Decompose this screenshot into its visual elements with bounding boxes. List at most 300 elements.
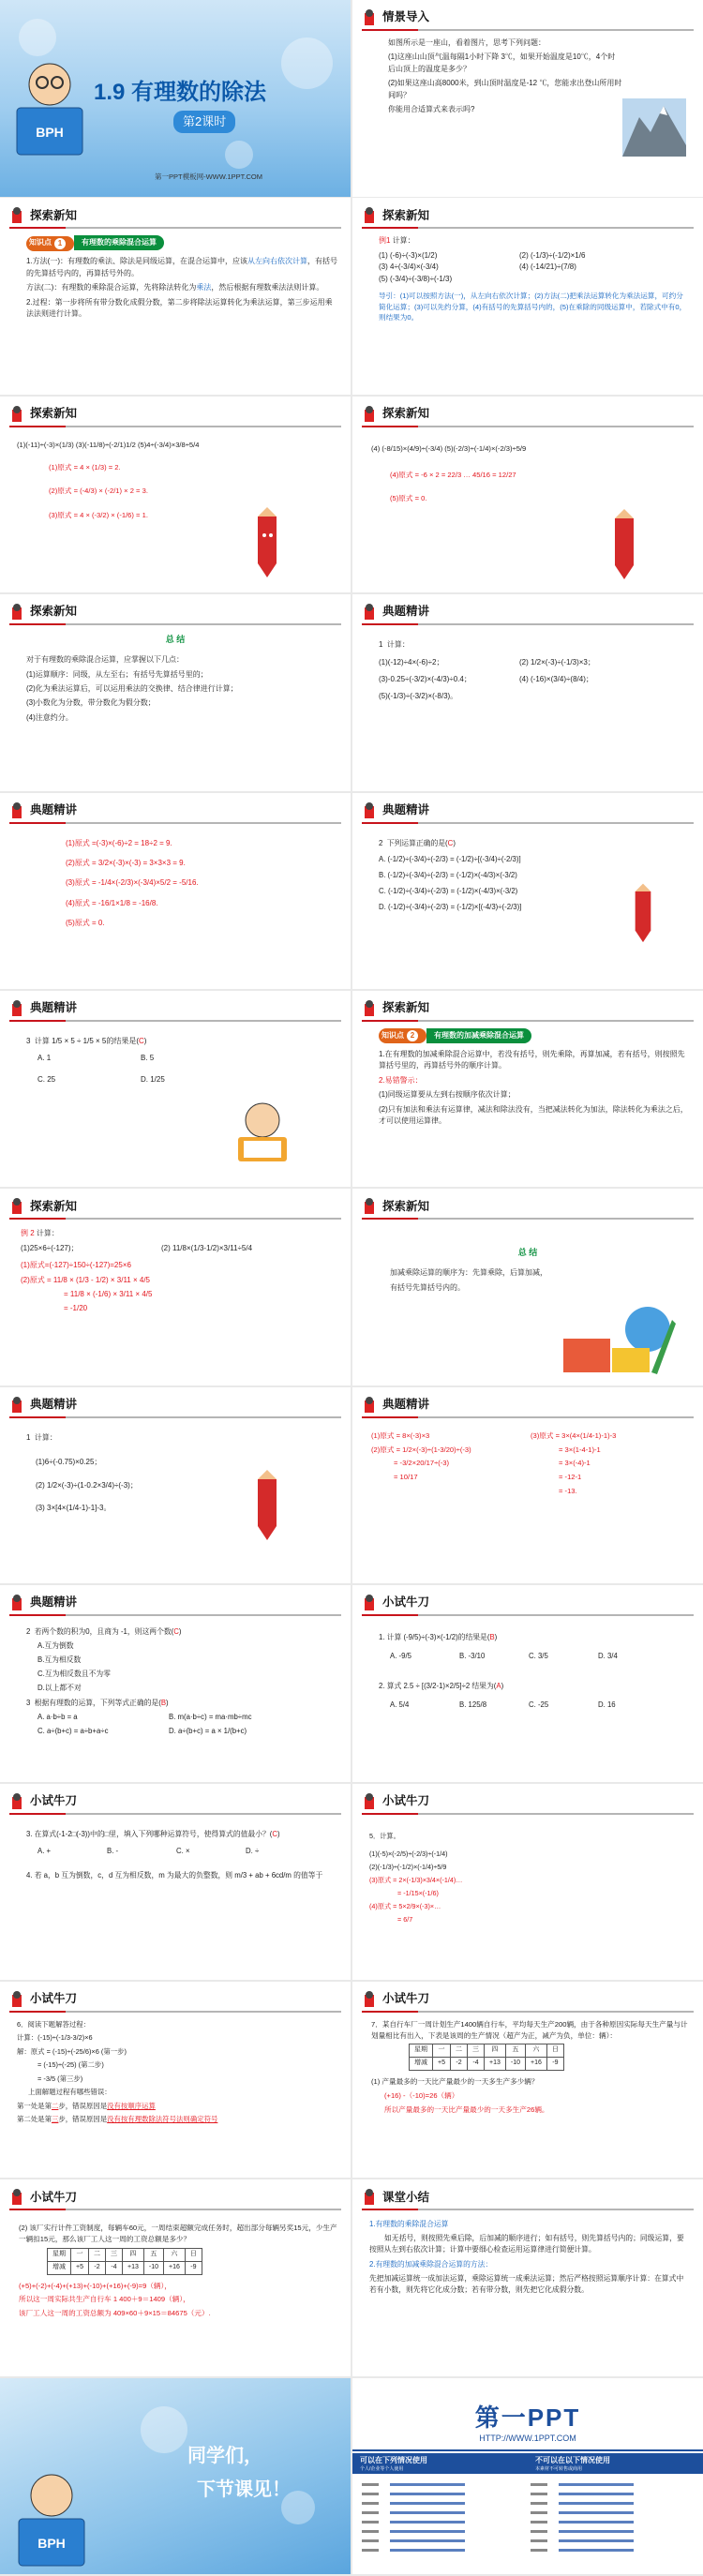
- mascot-icon: [362, 406, 377, 423]
- table-cell: -10: [505, 2058, 525, 2071]
- task-label: 计算。: [380, 1831, 400, 1840]
- slide-title: 典题精讲: [30, 1398, 78, 1412]
- answer-3: (3)原式 = 4 × (-3/2) × (-1/6) = 1.: [49, 511, 148, 520]
- slide-title: 小试牛刀: [382, 1793, 430, 1807]
- method2-text: 方法(二)：有理数的乘除混合运算，先将除法转化为: [26, 283, 197, 292]
- mascot-icon: [9, 1595, 24, 1611]
- cover-subtitle: 第2课时: [173, 111, 235, 133]
- option-a: A. (-1/2)÷(-3/4)÷(-2/3) = (-1/2)÷[(-3/4)÷(-2/3)]: [379, 854, 521, 863]
- point-num: 1: [54, 238, 66, 249]
- mascot-icon: [9, 604, 24, 621]
- mascot-icon: [9, 207, 24, 224]
- option-a: A. 5/4: [390, 1700, 410, 1710]
- slide-practice-2: 小试牛刀 3. 在算式(-1-2□(-3))中的□里，填入下列哪种运算符号，使得算式的值最小？(C) A. + B. - C. × D. ÷ 4. 若 a，b 互为倒数，c，d 互为相反数，m 为最大的负整数，则 m/3 + ab + 6cd/m 的值等于: [0, 1784, 351, 1981]
- option-b: B. m(a·b÷c) = ma·mb÷mc: [169, 1712, 252, 1721]
- slide-practice-4: [0, 1982, 351, 2179]
- bubble-decor: [19, 19, 56, 56]
- production-table: [47, 2248, 202, 2275]
- usage-allowed-sub: 个人/企业等个人使用: [360, 2466, 404, 2473]
- expr-1: (1)25×6÷(-127)；: [21, 1243, 79, 1252]
- option-a: A. a·b÷b = a: [37, 1712, 78, 1721]
- q-number: 5: [369, 1831, 373, 1840]
- answer-step-3: 该厂工人这一周的工资总额为 409×60＋9×15＝84675（元）.: [19, 2309, 211, 2318]
- table-cell: -9: [546, 2058, 563, 2071]
- question-3: 你能用合适算式来表示吗?: [388, 104, 475, 113]
- problem-intro: 6．阅读下题解答过程：: [17, 2019, 91, 2029]
- slide-exercise-5: [0, 1585, 351, 1782]
- expr-3: (3) 4÷(-3/4)×(-3/4): [379, 262, 439, 272]
- answer-5: (5)原式 = 0.: [66, 919, 105, 928]
- question-text: 在算式(-1-2□(-3))中的□里，填入下列哪种运算符号，使得算式的值最小？(: [34, 1829, 273, 1838]
- answer-line-3: (4)原式 = 5×2/9×(-3)×…: [369, 1902, 441, 1911]
- slide-class-summary: [352, 2179, 703, 2376]
- table-cell: 一: [71, 2248, 89, 2261]
- slide-title: 典题精讲: [382, 605, 430, 619]
- error-1-step: 二: [51, 2101, 59, 2110]
- logo-text: 第一PPT: [474, 2403, 581, 2432]
- summary-point-4: (4)注意约分。: [26, 712, 73, 722]
- option-b: B. 5: [141, 1054, 155, 1063]
- error-question: 上面解题过程有哪些错误：: [28, 2088, 112, 2097]
- bubble-decor: [225, 141, 253, 169]
- cover-badge: BPH: [36, 125, 64, 140]
- table-cell: 六: [163, 2248, 185, 2261]
- ending-line-1: 同学们，: [187, 2445, 262, 2466]
- q-number: 3: [26, 1036, 31, 1045]
- slide-title: 小试牛刀: [382, 1595, 430, 1610]
- answer-letter: C: [139, 1036, 144, 1045]
- slide-explore-1: [0, 198, 351, 395]
- option-d: D.以上都不对: [37, 1684, 82, 1693]
- usage-allowed-header: [352, 2453, 528, 2474]
- option-d: D. ÷: [246, 1846, 260, 1855]
- table-cell: -9: [185, 2261, 202, 2274]
- expr-5: (5) (-3/4)÷(-3/8)÷(-1/3): [379, 274, 453, 283]
- slide-title: 探索新知: [30, 208, 78, 222]
- summary-point-3: (3)小数化为分数，带分数化为假分数；: [26, 698, 156, 708]
- slide-practice-5: [352, 1982, 703, 2179]
- option-d: D. 16: [598, 1700, 616, 1710]
- slide-title: 情景导入: [382, 10, 430, 24]
- table-row: [48, 2261, 202, 2274]
- usage-forbidden-header: [528, 2453, 703, 2474]
- slide-ad: [352, 2378, 703, 2575]
- table-cell: +16: [163, 2261, 185, 2274]
- reading-boy-icon: [9, 2467, 94, 2570]
- q-number: 2: [379, 838, 383, 847]
- error-2-step: 三: [51, 2115, 59, 2124]
- answer-2-step-2: = -3/2×20/17÷(-3): [394, 1459, 450, 1468]
- summary-heading-2: 2.有理数的加减乘除混合运算的方法：: [369, 2259, 493, 2269]
- expr-3: (3)-0.25÷(-3/2)×(-4/3)÷0.4；: [379, 674, 471, 683]
- point-label: 知识点: [29, 238, 52, 247]
- option-d: D. 1/25: [141, 1074, 165, 1084]
- intro-text: 如图所示是一座山，看着图片，思考下列问题：: [388, 38, 546, 47]
- mascot-icon: [9, 2189, 24, 2206]
- question-text: 算式 2.5 ÷ [(3/2-1)×2/5]÷2 结果为(: [386, 1682, 497, 1691]
- answer-2-step-2: = 11/8 × (-1/6) × 3/11 × 4/5: [64, 1289, 153, 1298]
- table-cell: 四: [484, 2044, 505, 2058]
- error-2-reason: 没有按有理数除法符号法则确定符号: [107, 2115, 218, 2124]
- answer-3-step-5: = -13.: [559, 1486, 577, 1495]
- mascot-icon: [9, 1991, 24, 2008]
- paren-close: ): [277, 1829, 280, 1838]
- option-a: A. 1: [37, 1054, 52, 1063]
- point-label: 知识点: [381, 1030, 404, 1040]
- slide-title: 探索新知: [30, 407, 78, 421]
- method2-highlight: 乘法: [196, 283, 212, 292]
- answer-3: (3)原式 = -1/4×(-2/3)×(-3/4)×5/2 = -5/16.: [66, 878, 199, 888]
- slide-exercise-1-answers: [0, 793, 351, 990]
- link-list-placeholder: [362, 2479, 694, 2569]
- slide-title: 典题精讲: [30, 1001, 78, 1015]
- answer-line-2: = -1/15×(-1/6): [397, 1889, 439, 1898]
- answer-letter: B: [160, 1698, 167, 1707]
- table-cell: 六: [525, 2044, 546, 2058]
- error-1-mid: 步，错误原因是: [58, 2101, 108, 2110]
- question-1: (1)这座山山顶气温每隔1小时下降 3℃，如果开始温度是10℃，4个时后山顶上的温度是多少？: [388, 52, 616, 73]
- expr-line: (4) (-8/15)×(4/9)÷(-3/4) (5)(-2/3)÷(-1/4)×(-2/3)÷5/9: [371, 443, 527, 453]
- example-label: 例 2: [21, 1229, 35, 1238]
- slide-practice-6: [0, 2179, 351, 2376]
- expr-1: (1)(-5)×(-2/5)÷(-2/3)÷(-1/4): [369, 1849, 448, 1858]
- slide-title: 小试牛刀: [30, 1793, 78, 1807]
- task-label: 计算：: [392, 236, 415, 246]
- mascot-icon: [9, 1000, 24, 1017]
- mascot-icon: [362, 604, 377, 621]
- task-label: 计算：: [36, 1229, 59, 1238]
- warning-1: (1)同级运算要从左到右按顺序依次计算；: [379, 1090, 516, 1100]
- pencil-mascot-icon: [239, 1470, 295, 1545]
- answer-2-step-1: (2)原式 = 11/8 × (1/3 - 1/2) × 3/11 × 4/5: [21, 1275, 150, 1284]
- table-cell: +13: [484, 2058, 505, 2071]
- summary-point-1: (1)运算顺序：同级，从左至右；有括号先算括号里的；: [26, 669, 208, 679]
- paren-close: ): [501, 1682, 504, 1691]
- mascot-icon: [362, 1198, 377, 1215]
- option-b: B.互为相反数: [37, 1655, 82, 1665]
- expr-2: (2) 1/2×(-3)÷(-1/3)×3；: [519, 657, 595, 666]
- slide-solution-2: [352, 397, 703, 593]
- cover-footer: 第一PPT模板网-WWW.1PPT.COM: [155, 172, 262, 181]
- answer-1: (1)原式 = 4 × (1/3) = 2.: [49, 462, 121, 472]
- problem-expr: 计算：(-15)÷(-1/3-3/2)×6: [17, 2033, 93, 2043]
- table-cell: +5: [433, 2058, 451, 2071]
- question-2: (2) 该厂实行计件工资制度，每辆车60元，一周结束超额完成任务时，超出部分每辆另奖15元，少生产一辆扣15元，那么该厂工人这一周的工资总额是多少？: [19, 2224, 337, 2244]
- question-text: 计算 1/5 × 5 ÷ 1/5 × 5的结果是(: [34, 1036, 140, 1045]
- process-text: 2.过程：第一步将所有带分数化成假分数，第二步将除法运算转化为乘法运算，第三步运用乘法法则进行计算。: [26, 297, 333, 318]
- expr-2: (2) 1/2×(-3)÷(1-0.2×3/4)÷(-3)；: [36, 1480, 138, 1490]
- answer-3-step-2: = 3×(1-4-1)-1: [559, 1445, 601, 1454]
- mascot-icon: [9, 802, 24, 819]
- school-supplies-icon: [554, 1301, 676, 1376]
- slide-explore-2: [352, 991, 703, 1188]
- table-cell: 星期: [48, 2248, 71, 2261]
- option-d: D. 3/4: [598, 1652, 618, 1661]
- table-cell: 二: [88, 2248, 105, 2261]
- mascot-icon: [9, 1198, 24, 1215]
- slide-cover: [0, 0, 351, 197]
- answer-1: (1)原式 = 8×(-3)×3: [371, 1430, 430, 1440]
- usage-forbidden-title: 不可以在以下情况使用: [535, 2455, 610, 2464]
- example-label: 例1: [379, 236, 391, 246]
- q-number: 2: [379, 1682, 383, 1691]
- mascot-icon: [9, 1793, 24, 1810]
- expr-2: (2) 11/8×(1/3-1/2)×3/11÷5/4: [161, 1243, 253, 1252]
- option-c: C.互为相反数且不为零: [37, 1670, 111, 1679]
- paren-close: ): [453, 838, 456, 847]
- error-1-reason: 没有按顺序运算: [107, 2101, 156, 2110]
- solution-step-3: = -3/5 (第三步): [37, 2074, 83, 2083]
- slide-title: 探索新知: [30, 605, 78, 619]
- slide-title: 课堂小结: [382, 2190, 430, 2204]
- bubble-decor: [281, 37, 333, 89]
- question-2: (2)如果这座山高8000米，到山顶时温度是-12 ℃，您能求出登山所用时间吗？: [388, 79, 622, 99]
- q-number: 4: [26, 1870, 31, 1880]
- summary-heading-1: 1.有理数的乘除混合运算: [369, 2220, 449, 2229]
- answer-2-step-3: = 10/17: [394, 1473, 418, 1482]
- slide-exercise-4: [0, 1387, 351, 1584]
- question-text: 计算 (-9/5)÷(-3)×(-1/2)的结果是(: [386, 1633, 490, 1642]
- reading-boy-icon: [7, 56, 92, 169]
- table-cell: 五: [143, 2248, 163, 2261]
- question-1: (1) 产量最多的一天比产量最少的一天多生产多少辆？: [371, 2077, 539, 2087]
- answer-step-2: 所以这一周实际共生产自行车 1 400＋9＝1409（辆），: [19, 2295, 190, 2304]
- table-cell: 三: [467, 2044, 484, 2058]
- expr-2: (2) (-1/3)÷(-1/2)×1/6: [519, 250, 586, 260]
- pencil-mascot-icon: [620, 882, 666, 948]
- expr-1: (1)(-12)÷4×(-6)÷2；: [379, 657, 444, 666]
- slide-title: 探索新知: [382, 1001, 430, 1015]
- answer-2-step-3: = -1/20: [64, 1304, 88, 1313]
- expr-5: (5)(-1/3)÷(-3/2)×(-8/3)。: [379, 692, 458, 701]
- mascot-icon: [362, 1991, 377, 2008]
- paren-close: ): [178, 1627, 182, 1637]
- table-cell: 四: [122, 2248, 143, 2261]
- answer-letter: C: [272, 1829, 278, 1838]
- expr-2: (2)(-1/3)÷(-1/2)×(-1/4)÷5/9: [369, 1862, 447, 1871]
- answer-letter: C: [447, 838, 454, 847]
- option-c: C. (-1/2)÷(-3/4)÷(-2/3) = (-1/2)×(-4/3)×(-3/2): [379, 886, 518, 895]
- pencil-mascot-icon: [239, 507, 295, 582]
- option-c: C. a÷(b+c) = a÷b+a÷c: [37, 1726, 109, 1735]
- mountain-photo: [622, 98, 686, 157]
- problem-text: 7．某自行车厂一周计划生产1400辆自行车，平均每天生产200辆，由于各种原因实际每天生产量与计划量相比有出入，下表是该周的生产情况（超产为正，减产为负，单位：辆）：: [371, 2019, 688, 2040]
- answer-letter: C: [173, 1627, 179, 1637]
- expr-4: (4) (-16)×(3/4)÷(8/4)；: [519, 674, 593, 683]
- summary-line-2: 有括号先算括号内的。: [390, 1282, 465, 1292]
- table-cell: 星期: [410, 2044, 433, 2058]
- kid-reading-icon: [225, 1094, 300, 1169]
- slide-exercise-4-answers: [352, 1387, 703, 1584]
- answer-letter: A: [496, 1682, 501, 1691]
- ending-line-2: 下节课见！: [197, 2479, 291, 2500]
- table-cell: -2: [450, 2058, 467, 2071]
- q-number: 1: [379, 640, 383, 650]
- slide-practice-1: 小试牛刀 1. 计算 (-9/5)÷(-3)×(-1/2)的结果是(B) A. -9/5 B. -3/10 C. 3/5 D. 3/4 2. 算式 2.5 ÷ [(3/2-1)×2/5]÷2 结果为(A) A. 5/4 B. 125/8 C. -25 D. 16: [352, 1585, 703, 1782]
- answer-2: (2)原式 = (-4/3) × (-2/1) × 2 = 3.: [49, 487, 148, 496]
- point-tag: 有理数的加减乘除混合运算: [426, 1028, 531, 1043]
- option-d: D. (-1/2)÷(-3/4)÷(-2/3) = (-1/2)×[(-4/3)÷(-2/3)]: [379, 902, 522, 911]
- table-cell: +16: [525, 2058, 546, 2071]
- mascot-icon: [362, 1000, 377, 1017]
- method1-text2: ，有括号的先算括号内的，再算括号外的。: [26, 257, 337, 277]
- logo-url: HTTP://WWW.1PPT.COM: [479, 2433, 576, 2443]
- method2-text2: ，然后根据有理数乘法法则计算。: [211, 283, 324, 292]
- summary-label: 总 结: [517, 1248, 538, 1258]
- question-text: 若 a，b 互为倒数，c，d 互为相反数，m 为最大的负整数，则 m/3 + ab + 6cd/m 的值等于: [34, 1870, 323, 1880]
- q-number: 1: [26, 1432, 31, 1442]
- task-label: 计算：: [34, 1432, 57, 1442]
- question-text: 下列运算正确的是(: [386, 838, 448, 847]
- mascot-icon: [362, 1793, 377, 1810]
- answer-1: (1)原式 =(-3)×(-6)÷2 = 18÷2 = 9.: [66, 838, 172, 847]
- error-2-prefix: 第二处是第: [17, 2115, 52, 2124]
- error-1-prefix: 第一处是第: [17, 2101, 52, 2110]
- table-cell: 二: [450, 2044, 467, 2058]
- slide-practice-3: 小试牛刀 5．计算。 (1)(-5)×(-2/5)÷(-2/3)÷(-1/4) (2)(-1/3)÷(-1/2)×(-1/4)÷5/9 (3)原式 = 2×(-1/3)×3/4×(-1/4)… = -1/15×(-1/6) (4)原式 = 5×2/9×(-3)×… = 6/7: [352, 1784, 703, 1981]
- table-cell: 一: [433, 2044, 451, 2058]
- option-c: C. -25: [529, 1700, 549, 1710]
- slide-example-1: [352, 198, 703, 395]
- method1-highlight: 从左向右依次计算: [247, 257, 307, 266]
- table-cell: -10: [143, 2261, 163, 2274]
- mascot-icon: [9, 406, 24, 423]
- option-c: C. 25: [37, 1074, 56, 1084]
- option-c: C. 3/5: [529, 1652, 548, 1661]
- slide-summary-1: [0, 594, 351, 791]
- option-b: B. -3/10: [459, 1652, 486, 1661]
- option-a: A. -9/5: [390, 1652, 411, 1661]
- mascot-icon: [362, 9, 377, 26]
- slide-title: 典题精讲: [382, 1398, 430, 1412]
- summary-label: 总 结: [165, 635, 186, 645]
- solution-step-2: = (-15)÷(-25) (第二步): [37, 2060, 104, 2070]
- slide-exercise-1: [352, 594, 703, 791]
- bubble-decor: [141, 2406, 187, 2453]
- point-tag: 有理数的乘除混合运算: [74, 235, 164, 250]
- warning-2: (2)只有加法和乘法有运算律，减法和除法没有，当把减法转化为加法，除法转化为乘法之后，才可以使用运算律。: [379, 1104, 688, 1125]
- answer-2: (2)原式 = 3/2×(-3)×(-3) = 3×3×3 = 9.: [66, 858, 186, 867]
- table-cell: 五: [505, 2044, 525, 2058]
- slide-scenario: [352, 0, 703, 197]
- option-b: B. (-1/2)÷(-3/4)÷(-2/3) = (-1/2)×(-4/3)×(-3/2): [379, 870, 517, 879]
- task-label: 计算：: [386, 640, 410, 650]
- mascot-icon: [362, 2189, 377, 2206]
- answer-3-step-4: = -12-1: [559, 1473, 582, 1482]
- mascot-icon: [9, 1397, 24, 1414]
- slide-solution-1: [0, 397, 351, 593]
- answer-5: (5)原式 = 0.: [390, 494, 427, 503]
- expr-3: (3) 3×[4×(1/4-1)-1]-3。: [36, 1503, 112, 1512]
- production-table: [409, 2044, 564, 2071]
- slide-title: 小试牛刀: [30, 2190, 78, 2204]
- error-2-mid: 步，错误原因是: [58, 2115, 108, 2124]
- slide-summary-2: [352, 1189, 703, 1385]
- answer-3-step-3: = 3×(-4)-1: [559, 1459, 591, 1468]
- option-b: B. -: [107, 1846, 119, 1855]
- table-cell: 日: [185, 2248, 202, 2261]
- slide-title: 探索新知: [382, 407, 430, 421]
- table-cell: 日: [546, 2044, 563, 2058]
- summary-text-1: 如无括号，则按照先乘后除，后加减的顺序进行；如有括号，则先算括号内的；同级运算，要按照从左到右依次计算；计算中要细心检查运用运算律进行简便计算。: [369, 2234, 684, 2254]
- table-row: [410, 2058, 564, 2071]
- expr-1: (1)6÷(-0.75)×0.25；: [36, 1458, 102, 1467]
- answer-4: (4)原式 = -6 × 2 = 22/3 … 45/16 = 12/27: [390, 470, 516, 479]
- table-cell: -4: [105, 2261, 122, 2274]
- ending-badge: BPH: [37, 2535, 66, 2551]
- table-row: [48, 2248, 202, 2261]
- slide-title: 小试牛刀: [382, 1992, 430, 2006]
- table-cell: 增减: [48, 2261, 71, 2274]
- slide-exercise-3: [0, 991, 351, 1188]
- option-b: B. 125/8: [459, 1700, 487, 1710]
- summary-intro: 对于有理数的乘除混合运算，应掌握以下几点：: [26, 655, 184, 665]
- mascot-icon: [362, 802, 377, 819]
- q-number: 1: [379, 1633, 383, 1642]
- table-cell: +5: [71, 2261, 89, 2274]
- method1-text: 1.方法(一)：有理数的乘法、除法是同级运算，在混合运算中，应该: [26, 257, 247, 266]
- table-cell: 三: [105, 2248, 122, 2261]
- answer-1-conclusion: 所以产量最多的一天比产量最少的一天多生产26辆。: [384, 2104, 549, 2114]
- option-a: A.互为倒数: [37, 1641, 74, 1651]
- slide-exercise-2: [352, 793, 703, 990]
- summary-line-1: 加减乘除运算的顺序为：先算乘除，后算加减，: [390, 1268, 547, 1278]
- table-cell: 增减: [410, 2058, 433, 2071]
- rule-text: 1.在有理数的加减乘除混合运算中，若没有括号，则先乘除，再算加减，若有括号，则按照先算括号里的，再算括号外的顺序计算。: [379, 1049, 685, 1071]
- paren-close: ): [143, 1036, 147, 1045]
- warning-label: 2.易错警示：: [379, 1075, 423, 1085]
- expr-1: (1) (-6)÷(-3)×(1/2): [379, 250, 438, 260]
- summary-point-2: (2)化为乘法运算后，可以运用乘法的交换律、结合律进行计算；: [26, 683, 238, 693]
- mascot-icon: [362, 1397, 377, 1414]
- answer-1: (1)原式=(-127)÷150÷(-127)=25×6: [21, 1261, 131, 1270]
- expr-4: (4) (-14/21)÷(7/8): [519, 262, 576, 272]
- answer-letter: B: [489, 1633, 495, 1642]
- q-number: 2: [26, 1627, 31, 1637]
- slide-title: 探索新知: [382, 1199, 430, 1213]
- answer-line-4: = 6/7: [397, 1915, 413, 1925]
- solution-step-1: 解：原式 = (-15)÷(-25/6)×6 (第一步): [17, 2046, 127, 2056]
- slide-title: 典题精讲: [30, 1595, 78, 1610]
- table-cell: -2: [88, 2261, 105, 2274]
- expr-line: (1)(-11)÷(-3)×(1/3) (3)(-11/8)÷(-2/1)1/2 (5)4÷(-3/4)×3/8÷5/4: [17, 440, 200, 449]
- usage-forbidden-sub: 本素材不可转售或商用: [535, 2466, 583, 2473]
- table-cell: +13: [122, 2261, 143, 2274]
- pencil-mascot-icon: [596, 509, 652, 584]
- mascot-icon: [362, 1595, 377, 1611]
- table-row: [410, 2044, 564, 2058]
- usage-allowed-title: 可以在下列情况使用: [360, 2455, 427, 2464]
- question-text: 根据有理数的运算，下列等式正确的是(: [34, 1698, 161, 1707]
- slide-title: 探索新知: [30, 1199, 78, 1213]
- slide-title: 典题精讲: [382, 802, 430, 816]
- option-c: C. ×: [176, 1846, 190, 1855]
- answer-2-step-1: (2)原式 = 1/2×(-3)÷(1-3/20)÷(-3): [371, 1445, 471, 1454]
- answer-1: (+16) -（-10)=26（辆）: [384, 2090, 459, 2100]
- paren-close: ): [166, 1698, 169, 1707]
- guide-text: 导引：(1)可以按照方法(一)，从左向右依次计算；(2)方法(二)把乘法运算转化为乘法运算，可约分简化运算；(3)可以先约分算，(4)有括号的先算括号内的，(5)在乘除的同级运算中，若除式中有0，则结果为0。: [379, 291, 687, 322]
- option-a: A. +: [37, 1846, 52, 1855]
- slide-title: 探索新知: [382, 208, 430, 222]
- answer-3-step-1: (3)原式 = 3×(4×(1/4-1)-1)-3: [531, 1430, 617, 1440]
- slide-ending: [0, 2378, 351, 2575]
- slide-title: 小试牛刀: [30, 1992, 78, 2006]
- divider: [352, 2449, 703, 2451]
- table-cell: -4: [467, 2058, 484, 2071]
- summary-text-2: 先把加减运算统一成加法运算，乘除运算统一成乘法运算；然后严格按照运算顺序计算：在算式中若有小数，则先将它化成分数；若有带分数，则先把它化成假分数。: [369, 2273, 684, 2294]
- cover-title: 1.9 有理数的除法: [94, 80, 267, 105]
- q-number: 3: [26, 1829, 31, 1838]
